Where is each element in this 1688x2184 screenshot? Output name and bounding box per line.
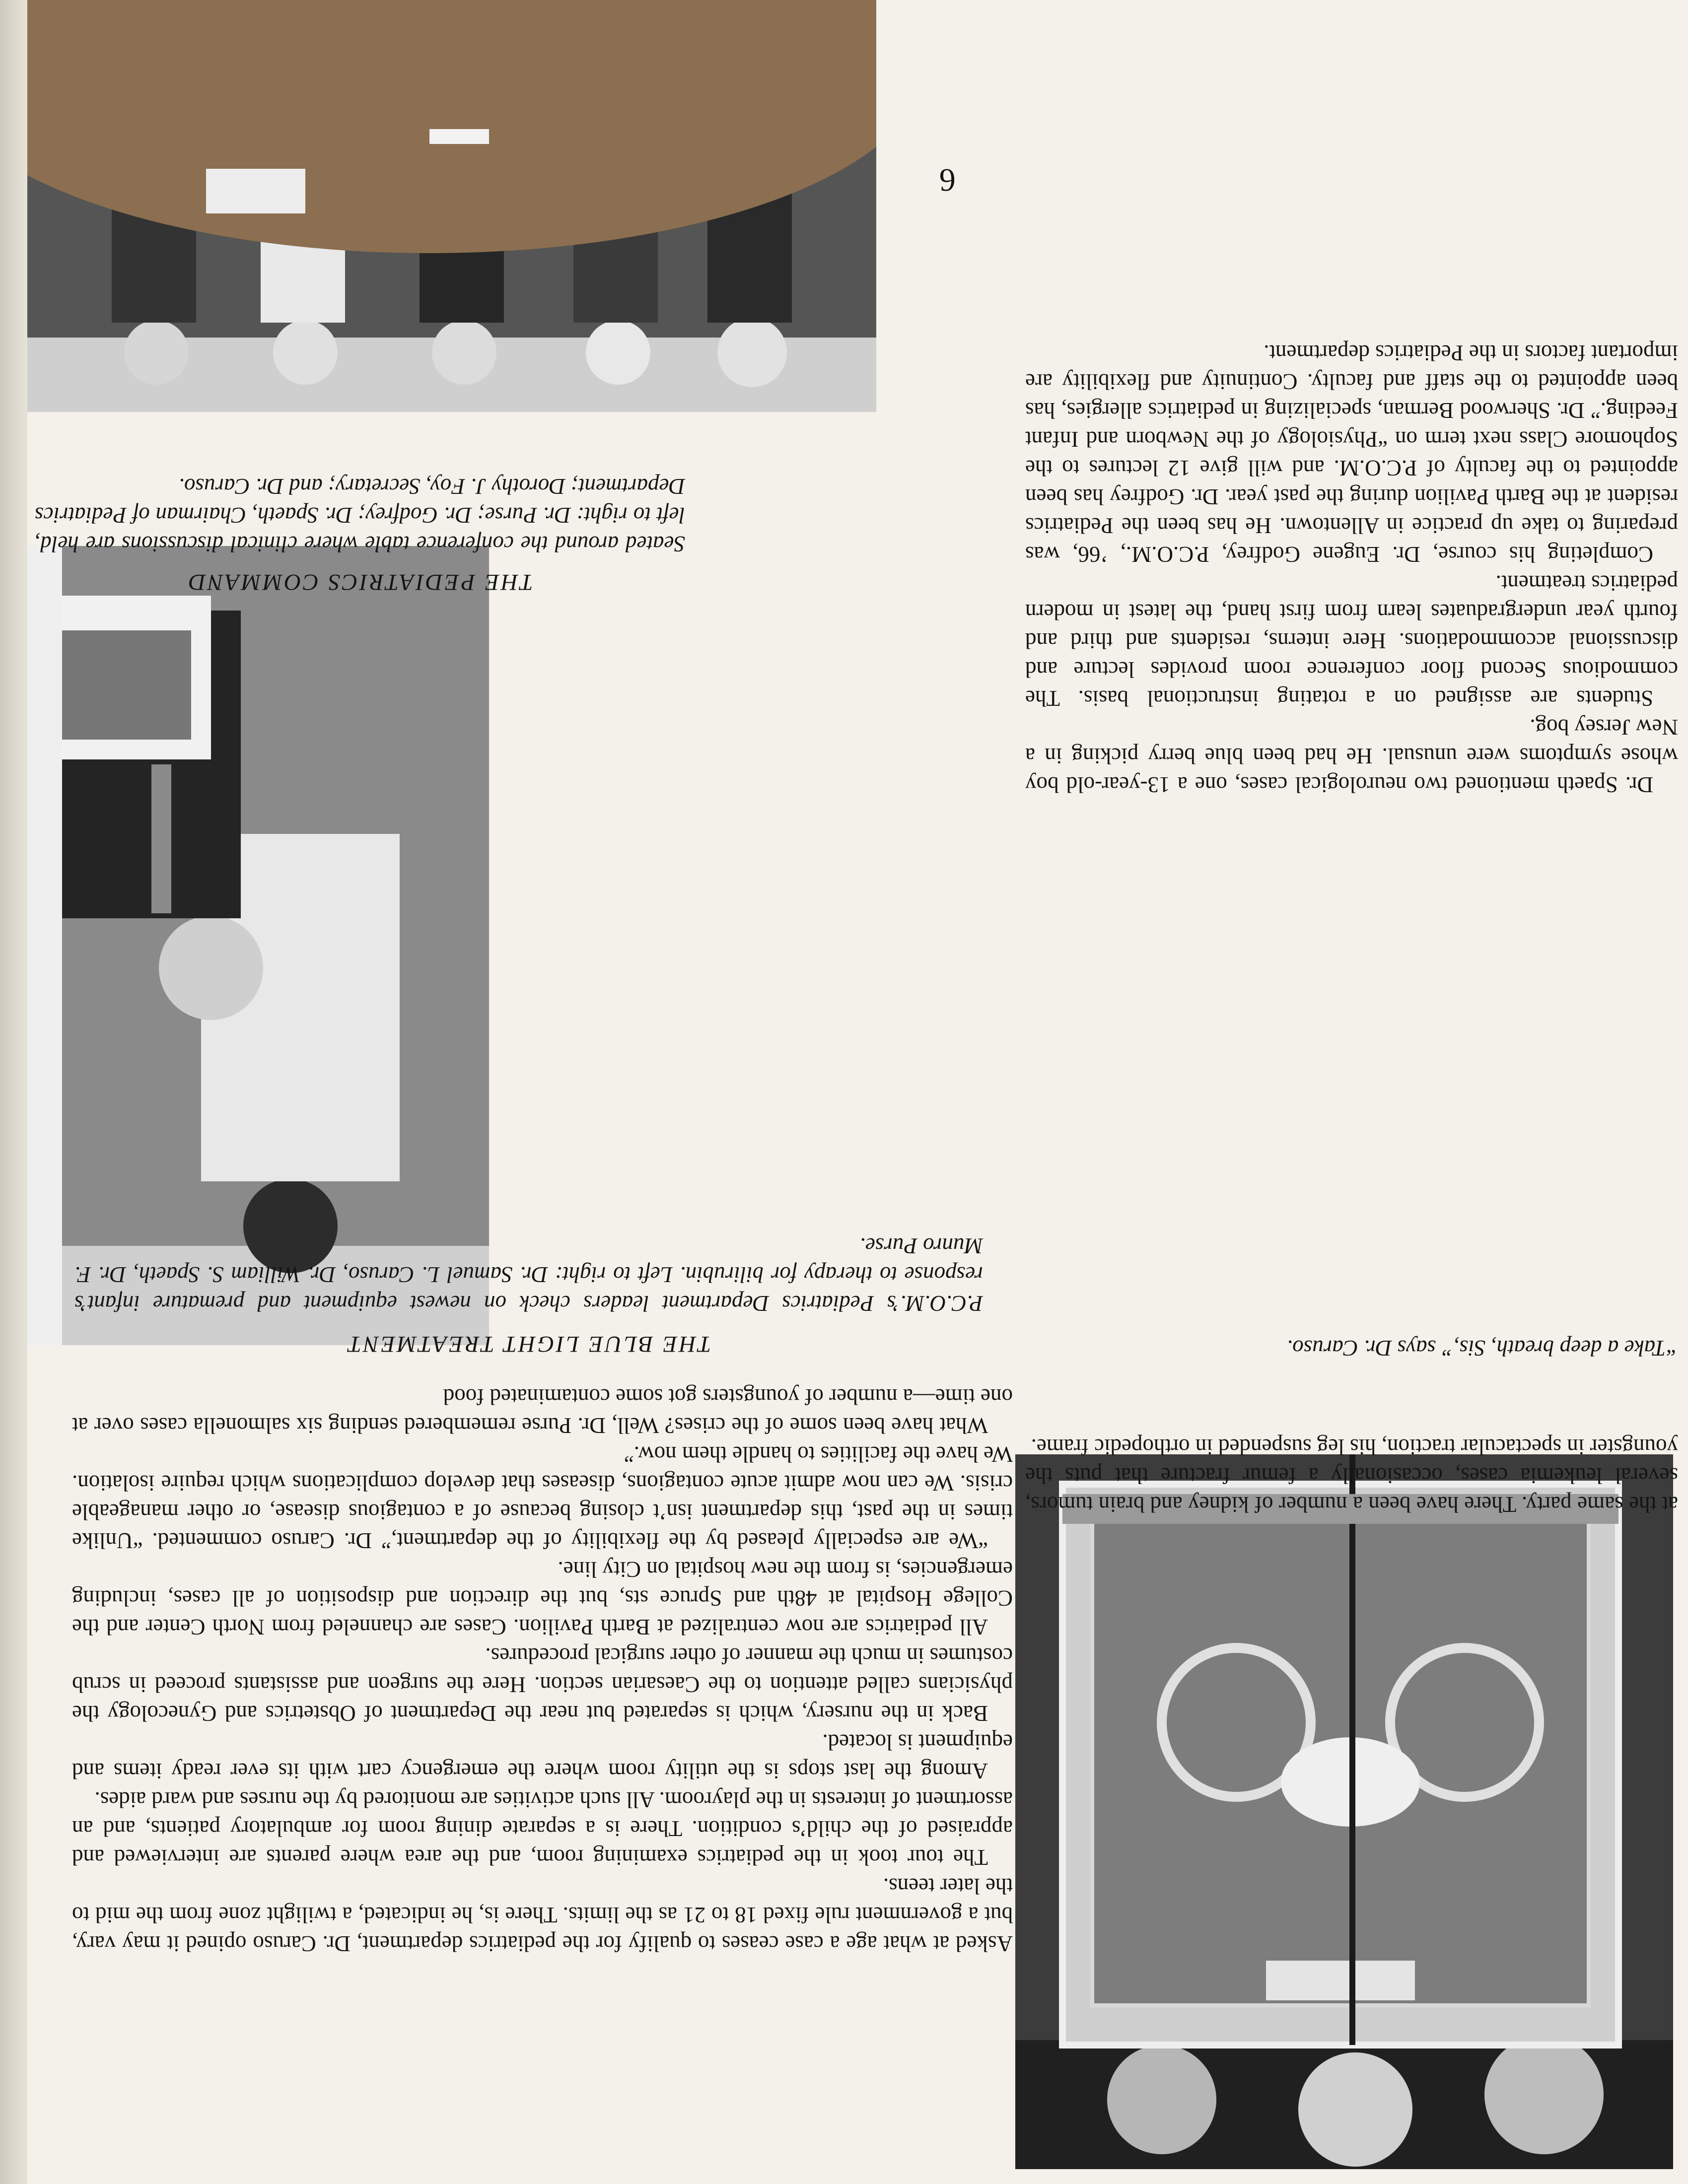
left-column-block [72, 1382, 1013, 1958]
deep-breath-caption: “Take a deep breath, Sis,” says Dr. Caruso. [1287, 1336, 1678, 1361]
right-paragraph: Completing his course, Dr. Eugene Godfrey, P.C.O.M., ’66, was preparing to take up practice in Allentown. He has been the Pediatrics resident at the Barth Pavilion during the past year. Dr. Godfrey has been appointed to the faculty of P.C.O.M. and will give 12 lectures to the Sophomore Class next term on “Physiology of the Newborn and Infant Feeding.” Dr. Sherwood Berman, specializing in pediatrics allergies, has been appointed to the staff and faculty. Continuity and flexibility are important factors in the Pediatrics department. [1025, 341, 1678, 567]
left-paragraph: What have been some of the crises? Well, Dr. Purse remembered sending six salmonella cases over at one time—a number of youngsters got some contaminated food [72, 1384, 1013, 1438]
right-paragraph: Students are assigned on a rotating instructional basis. The commodious Second floor conference room provides lecture and discussional accommodations. Here interns, residents and third and fourth year undergraduates learn from first hand, the latest in modern pediatrics treatment. [1025, 571, 1678, 711]
left-paragraph: The tour took in the pediatrics examining room, and the area where parents are interviewed and appraised of the child’s condition. There is a separate dining room for ambulatory patients, and an assortment of interests in the playroom. All such activities are monitored by the nurses and ward aides. [72, 1787, 1013, 1870]
right-paragraph: at the same party. There have been a number of kidney and brain tumors, several leukemia cases, occasionally a femur fracture that puts the youngster in spectacular traction, his leg suspended in orthopedic frame. [1025, 1434, 1678, 1517]
right-column-block-lower [1025, 339, 1678, 799]
incubator-photo [1015, 1454, 1673, 2169]
page-binding-edge [0, 0, 27, 2184]
right-paragraph: Dr. Spaeth mentioned two neurological cases, one a 13-year-old boy whose symptoms were unusual. He had been blue berry picking in a New Jersey bog. [1025, 715, 1678, 797]
blue-light-heading: THE BLUE LIGHT TREATMENT [346, 1331, 711, 1357]
doctor-child-photo [27, 546, 489, 1345]
conference-photo [27, 0, 876, 412]
left-paragraph: Back in the nursery, which is separated but near the Department of Obstetrics and Gynecology the physicians called attention to the Caesarian section. Here the surgeon and assistants proceed in scrub costumes in much the manner of other surgical procedures. [72, 1643, 1013, 1726]
left-paragraph: “We are especially pleased by the flexibility of the department,” Dr. Caruso commented. “Unlike times in the past, this department isn’t closing because of a contagious disease, or other manageable crisis. We can now admit acute contagions, diseases that develop complications which require isolation. We have the facilities to handle them now.” [72, 1442, 1013, 1553]
left-paragraph: All pediatrics are now centralized at Barth Pavilion. Cases are channeled from North Center and the College Hospital at 48th and Spruce sts, but the direction and disposition of all cases, including emergencies, is from the new hospital on City line. [72, 1557, 1013, 1639]
command-heading: THE PEDIATRICS COMMAND [187, 569, 533, 595]
left-paragraph: Asked at what age a case ceases to qualify for the pediatrics department, Dr. Caruso opined it may vary, but a government rule fixed 18 to 21 as the limits. There is, he indicated, a twilight zone from the mid to the later teens. [72, 1874, 1013, 1956]
right-column-block [1025, 1433, 1678, 1519]
blue-light-caption: P.C.O.M.’s Pediatrics Department leaders check on newest equipment and premature infant’s response to therapy for bilirubin. Left to right: Dr. Samuel L. Caruso, Dr. William S. Spaeth, Dr. F. Munro Purse. [74, 1233, 983, 1316]
left-paragraph: Among the last stops is the utility room where the emergency cart with its ever ready items and equipment is located. [72, 1730, 1013, 1783]
page-number: 6 [939, 162, 956, 198]
command-caption: Seated around the conference table where clinical discussions are held, left to right: Dr. Purse; Dr. Godfrey; Dr. Spaeth, Chairman of Pediatrics Department; Dorothy J. Foy, Secretary; and Dr. Caruso. [35, 474, 685, 556]
